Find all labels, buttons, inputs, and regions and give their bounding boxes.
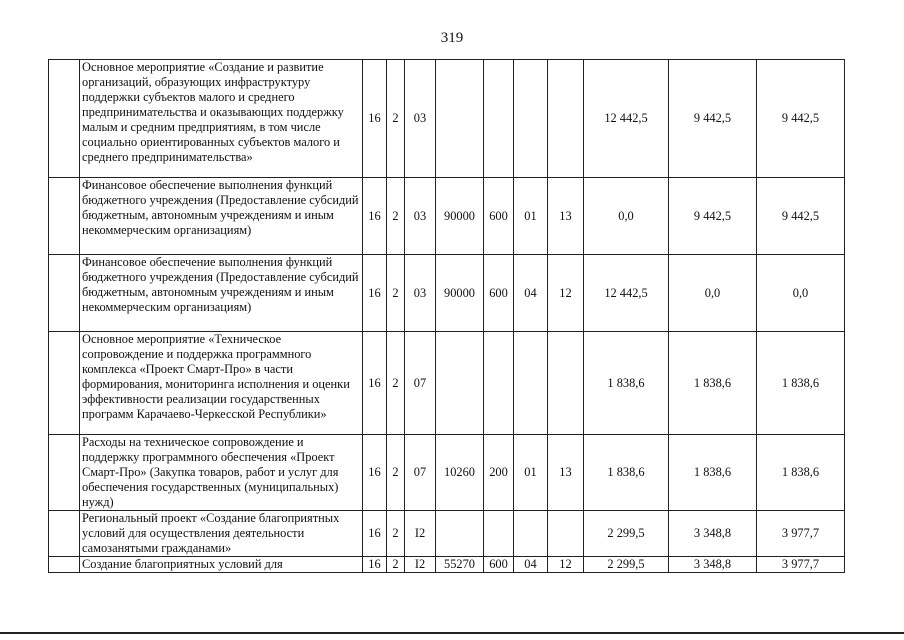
description-cell: Региональный проект «Создание благоприятных условий для осуществления деятельности самозанятыми гражданами» (80, 511, 363, 557)
amount-cell: 0,0 (669, 255, 757, 332)
code-cell: 2 (387, 332, 405, 435)
code-cell (436, 60, 484, 178)
code-cell: 2 (387, 435, 405, 511)
budget-table (48, 59, 845, 573)
amount-cell: 3 977,7 (757, 557, 845, 573)
row-marker-cell (49, 435, 80, 511)
code-cell: 04 (514, 557, 548, 573)
amount-cell: 0,0 (584, 178, 669, 255)
code-cell: 600 (484, 557, 514, 573)
page-bottom-rule (0, 632, 904, 634)
code-cell (548, 511, 584, 557)
code-cell: 16 (363, 435, 387, 511)
description-cell: Основное мероприятие «Техническое сопровождение и поддержка программного комплекса «Проект Смарт-Про» в части формирования, мониторинга исполнения и оценки эффективности реализации государственных программ Карачаево-Черкесской Республики» (80, 332, 363, 435)
code-cell: 03 (405, 255, 436, 332)
code-cell: 16 (363, 511, 387, 557)
amount-cell: 0,0 (757, 255, 845, 332)
code-cell: 16 (363, 332, 387, 435)
amount-cell: 3 348,8 (669, 557, 757, 573)
table-row (49, 255, 845, 332)
code-cell: 2 (387, 557, 405, 573)
code-cell: 600 (484, 178, 514, 255)
code-cell (484, 332, 514, 435)
table-row (49, 178, 845, 255)
amount-cell: 1 838,6 (669, 435, 757, 511)
table-row (49, 511, 845, 557)
amount-cell: 9 442,5 (669, 60, 757, 178)
code-cell (484, 511, 514, 557)
code-cell: 07 (405, 332, 436, 435)
code-cell: 13 (548, 435, 584, 511)
code-cell: 16 (363, 178, 387, 255)
amount-cell: 1 838,6 (757, 332, 845, 435)
code-cell: 2 (387, 511, 405, 557)
amount-cell: 12 442,5 (584, 255, 669, 332)
row-marker-cell (49, 60, 80, 178)
code-cell: I2 (405, 511, 436, 557)
code-cell (514, 332, 548, 435)
code-cell (548, 60, 584, 178)
code-cell: 13 (548, 178, 584, 255)
code-cell: 55270 (436, 557, 484, 573)
description-cell: Финансовое обеспечение выполнения функций бюджетного учреждения (Предоставление субсидий бюджетным, автономным учреждениям и иным некоммерческим организациям) (80, 255, 363, 332)
table-row (49, 557, 845, 573)
description-cell: Создание благоприятных условий для (80, 557, 363, 573)
amount-cell: 9 442,5 (669, 178, 757, 255)
code-cell (484, 60, 514, 178)
description-cell: Расходы на техническое сопровождение и поддержку программного обеспечения «Проект Смарт-Про» (Закупка товаров, работ и услуг для обеспечения государственных (муниципальных) нужд) (80, 435, 363, 511)
code-cell: 04 (514, 255, 548, 332)
code-cell: 07 (405, 435, 436, 511)
code-cell: 2 (387, 255, 405, 332)
code-cell: 2 (387, 178, 405, 255)
amount-cell: 1 838,6 (669, 332, 757, 435)
table-row (49, 435, 845, 511)
code-cell: 200 (484, 435, 514, 511)
amount-cell: 9 442,5 (757, 178, 845, 255)
description-cell: Финансовое обеспечение выполнения функций бюджетного учреждения (Предоставление субсидий бюджетным, автономным учреждениям и иным некоммерческим организациям) (80, 178, 363, 255)
amount-cell: 1 838,6 (584, 435, 669, 511)
code-cell: 90000 (436, 178, 484, 255)
code-cell (548, 332, 584, 435)
row-marker-cell (49, 255, 80, 332)
amount-cell: 3 977,7 (757, 511, 845, 557)
page-number: 319 (440, 30, 464, 46)
code-cell: 12 (548, 255, 584, 332)
code-cell: 16 (363, 255, 387, 332)
code-cell: 90000 (436, 255, 484, 332)
code-cell: 2 (387, 60, 405, 178)
code-cell: 01 (514, 435, 548, 511)
amount-cell: 2 299,5 (584, 511, 669, 557)
table-row (49, 332, 845, 435)
code-cell (514, 60, 548, 178)
code-cell: 16 (363, 60, 387, 178)
code-cell: 01 (514, 178, 548, 255)
row-marker-cell (49, 332, 80, 435)
code-cell: 03 (405, 60, 436, 178)
code-cell: I2 (405, 557, 436, 573)
row-marker-cell (49, 557, 80, 573)
code-cell (514, 511, 548, 557)
amount-cell: 1 838,6 (757, 435, 845, 511)
amount-cell: 3 348,8 (669, 511, 757, 557)
amount-cell: 12 442,5 (584, 60, 669, 178)
code-cell (436, 332, 484, 435)
code-cell: 03 (405, 178, 436, 255)
code-cell: 10260 (436, 435, 484, 511)
row-marker-cell (49, 178, 80, 255)
code-cell (436, 511, 484, 557)
row-marker-cell (49, 511, 80, 557)
amount-cell: 1 838,6 (584, 332, 669, 435)
code-cell: 12 (548, 557, 584, 573)
code-cell: 600 (484, 255, 514, 332)
amount-cell: 9 442,5 (757, 60, 845, 178)
description-cell: Основное мероприятие «Создание и развитие организаций, образующих инфраструктуру поддержки субъектов малого и среднего предпринимательства и оказывающих поддержку малым и средним предприятиям, в том числе социально ориентированных субъектов малого и среднего предпринимательства» (80, 60, 363, 178)
table-row (49, 60, 845, 178)
amount-cell: 2 299,5 (584, 557, 669, 573)
code-cell: 16 (363, 557, 387, 573)
